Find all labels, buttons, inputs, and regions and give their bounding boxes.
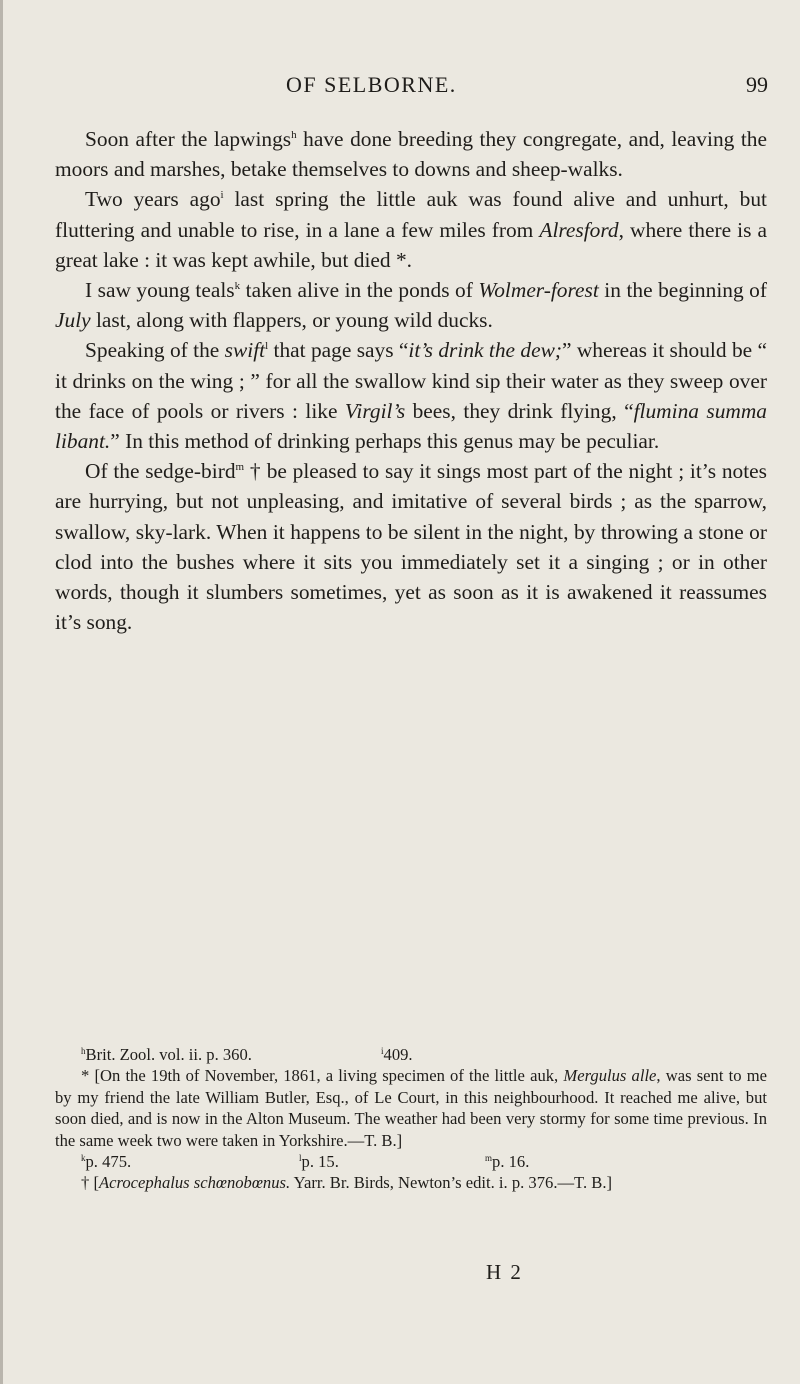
paragraph-lapwings: Soon after the lapwings$^h$ have done breeding they congregate, and, leaving the moors and marshes, betake themselves to downs and sheep-walks. <box>55 127 767 182</box>
species-name: Acrocephalus schœnobœnus. <box>98 1173 291 1193</box>
footnote-i: $^i$409. <box>381 1045 413 1064</box>
footnote-m: $^m$p. 16. <box>485 1152 530 1172</box>
running-head-title: OF SELBORNE. <box>286 72 457 97</box>
footnotes <box>55 1044 767 1194</box>
italic-quote: it’s drink the dew; <box>408 338 562 363</box>
paragraph-sedge-bird: Of the sedge-bird$^m$ † be pleased to say it sings most part of the night ; it’s notes are hurrying, but not unpleasing, and imitative of several birds ; as the sparrow, swallow, sky-lark. When it happens to be silent in the night, by throwing a stone or clod into the bushes where it sits you immediately set it a singing ; or in other words, though it slumbers sometimes, yet as soon as it is awakened it reassumes it’s song. <box>55 459 767 635</box>
footnote-ref-m: m <box>235 461 245 474</box>
footnote-dagger: † [Acrocephalus schœnobœnus. Yarr. Br. Birds, Newton’s edit. i. p. 376.—T. B.] <box>81 1173 612 1193</box>
place-name: Wolmer-forest <box>478 278 599 303</box>
footnote-ref-i: i <box>220 189 224 202</box>
italic-author: Virgil’s <box>344 398 406 423</box>
footnote-ref-k: k <box>234 280 241 293</box>
page-gutter-edge <box>0 0 3 1384</box>
species-name: Mergulus alle <box>563 1066 657 1086</box>
italic-term: swift <box>224 338 266 363</box>
footnote-k: $^k$p. 475. <box>81 1152 132 1172</box>
paragraph-little-auk: Two years ago$^i$ last spring the little auk was found alive and unhurt, but fluttering and unable to rise, in a lane a few miles from Alresford, where there is a great lake : it was kept awhile, but died *. <box>55 187 767 272</box>
footnote-ref-h: h <box>291 129 297 141</box>
paragraph-swift: Speaking of the swift$^l$ that page says “it’s drink the dew;” whereas it should be “ it drinks on the wing ; ” for all the swallow kind sip their water as they sweep over the face of pools or rivers : like Virgil’s bees, they drink flying, “flumina summa libant.” In this method of drinking perhaps this genus may be peculiar. <box>55 338 767 454</box>
place-name: Alresford <box>539 217 619 242</box>
footnote-l: $^l$p. 15. <box>299 1152 339 1172</box>
paragraph-teals: I saw young teals$^k$ taken alive in the ponds of Wolmer-forest in the beginning of July last, along with flappers, or young wild ducks. <box>55 278 767 333</box>
footnote-h: $^h$Brit. Zool. vol. ii. p. 360. <box>81 1045 252 1064</box>
signature-mark: H 2 <box>486 1260 523 1284</box>
footnote-refs-line <box>55 1044 767 1065</box>
month-name: July <box>55 308 91 333</box>
footnote-ref-l: l <box>265 340 269 353</box>
latin-quote: flumina summa libant. <box>55 398 767 454</box>
body-text <box>55 124 767 637</box>
footnote-refs-line <box>55 1151 767 1172</box>
footnote-star: * [On the 19th of November, 1861, a living specimen of the little auk, Mergulus alle, was sent to me by my friend the late William Butler, Esq., of Le Court, in this neighbourhood. It reached me alive, but soon died, and is now in the Alton Museum. The weather had been very stormy for some time previous. In the same week two were taken in Yorkshire.—T. B.] <box>55 1066 767 1150</box>
page-number: 99 <box>746 72 768 97</box>
running-head <box>0 72 800 102</box>
